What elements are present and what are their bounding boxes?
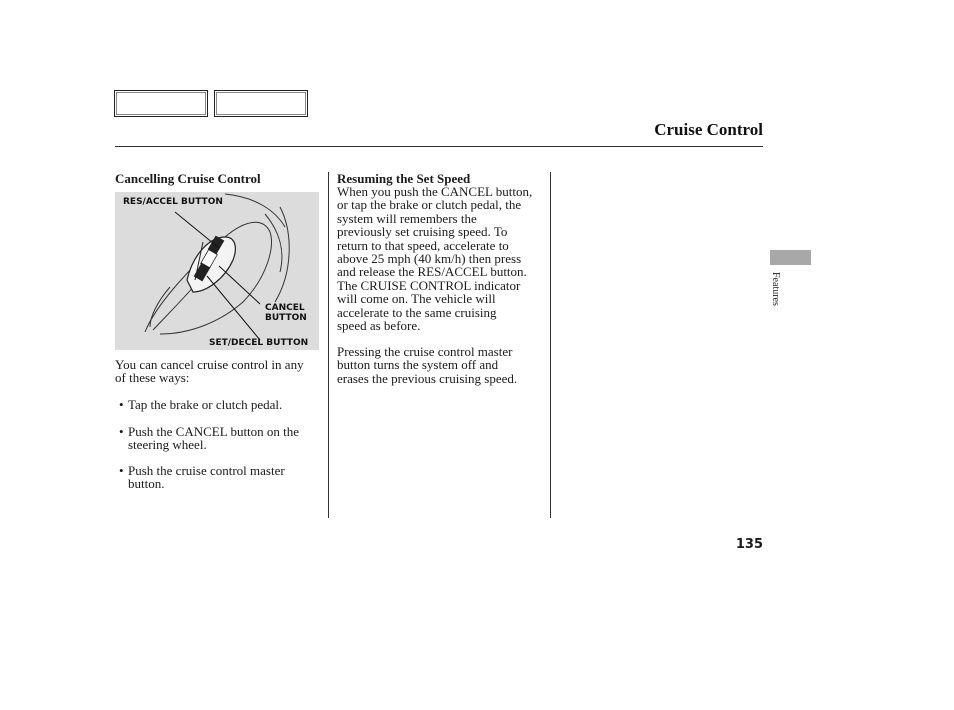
text-line: previously set cruising speed. To: [337, 224, 508, 240]
nav-button-1[interactable]: [114, 90, 208, 117]
text-line: return to that speed, accelerate to: [337, 237, 509, 253]
steering-wheel-illustration: [115, 192, 319, 350]
label-res-accel-button: RES/ACCEL BUTTON: [123, 197, 223, 207]
text-line: will come on. The vehicle will: [337, 291, 496, 307]
section-heading-resuming: Resuming the Set Speed: [337, 171, 471, 186]
page-number: 135: [735, 537, 763, 552]
header-rule: [115, 146, 763, 147]
section-heading-cancelling: Cancelling Cruise Control: [115, 171, 261, 186]
text-line: The CRUISE CONTROL indicator: [337, 277, 521, 293]
text-line: button turns the system off and: [337, 357, 499, 373]
nav-button-2[interactable]: [214, 90, 308, 117]
page-title: Cruise Control: [654, 120, 763, 139]
bullet-dot: •: [119, 397, 124, 412]
text-line: accelerate to the same cruising: [337, 304, 497, 320]
resume-paragraph: [337, 185, 547, 332]
text-line: or tap the brake or clutch pedal, the: [337, 197, 522, 213]
label-set-decel-button: SET/DECEL BUTTON: [209, 338, 309, 348]
text-line: speed as before.: [337, 318, 421, 334]
bullet-text: Push the CANCEL button on the steering wheel.: [128, 424, 300, 453]
list-item: [119, 425, 324, 452]
bullet-text: Tap the brake or clutch pedal.: [128, 397, 283, 412]
text-line: Pressing the cruise control master: [337, 344, 513, 359]
list-item: [119, 464, 324, 491]
label-cancel-button-line2: BUTTON: [265, 313, 307, 323]
text-line: When you push the CANCEL button,: [337, 184, 533, 199]
label-cancel-button-line1: CANCEL: [265, 303, 305, 313]
text-line: above 25 mph (40 km/h) then press: [337, 251, 522, 267]
steering-wheel-figure: [115, 192, 319, 350]
master-button-paragraph: [337, 345, 547, 385]
text-line: and release the RES/ACCEL button.: [337, 264, 527, 280]
column-divider-2: [550, 172, 551, 518]
text-line: system will remembers the: [337, 210, 477, 226]
list-item: [119, 398, 324, 411]
bullet-dot: •: [119, 463, 124, 478]
intro-line-2: of these ways:: [115, 370, 190, 385]
section-tab-label: Features: [770, 272, 781, 306]
text-line: erases the previous cruising speed.: [337, 370, 518, 386]
bullet-text: Push the cruise control master button.: [128, 463, 285, 492]
bullet-dot: •: [119, 424, 124, 439]
section-tab-marker: [770, 250, 811, 265]
intro-line-1: You can cancel cruise control in any: [115, 357, 304, 372]
column-divider-1: [328, 172, 329, 518]
